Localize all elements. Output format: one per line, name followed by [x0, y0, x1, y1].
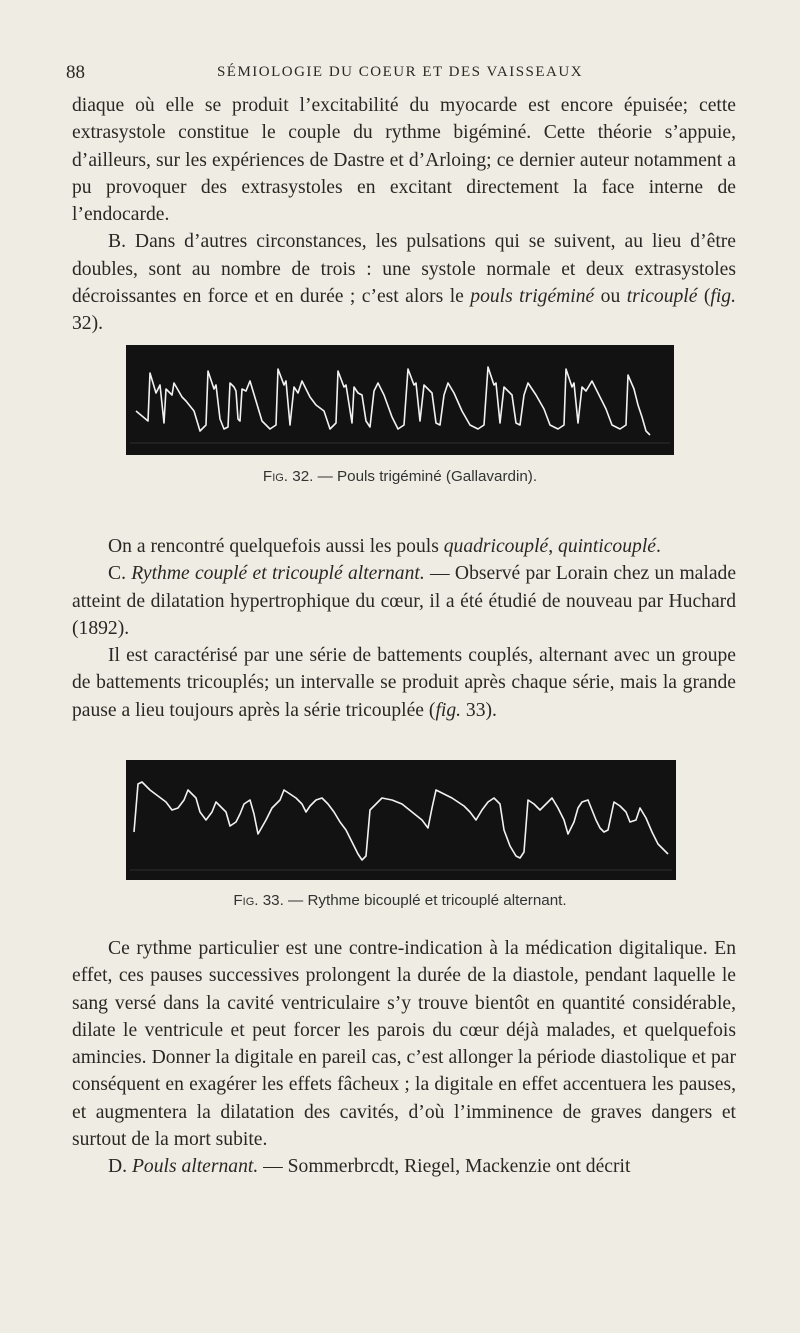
caption-text: — Pouls trigéminé (Gallavardin). [313, 468, 538, 485]
term-tricouple: tricouplé [626, 286, 698, 308]
paragraph-text: ( [697, 286, 711, 308]
paragraph-text: diaque où elle se produit l’excitabilité du myocarde est encore épuisée; cette extrasystole constitue le couple du rythme bigéminé. Cette théorie s’appuie, d’ailleurs, sur les expériences de Dastre et d’Arloing; ce dernier auteur notamment a pu provoquer des extrasystoles en excitant directement la face interne de l’endocarde. [72, 95, 736, 226]
paragraph-text: 32). [72, 313, 104, 335]
term-quinticouple: quinticouplé [558, 536, 656, 557]
figure-reference: fig. [435, 699, 462, 721]
paragraph-text: . [655, 536, 661, 557]
paragraph-text: , [548, 536, 559, 557]
pulse-tracing-alternant [126, 760, 676, 880]
section-heading: Pouls alternant. [131, 1156, 259, 1178]
text-block-bottom [72, 935, 736, 1181]
paragraph-continuation [72, 92, 736, 228]
caption-label: Fig. 33. [233, 892, 284, 909]
paragraph-text: ou [594, 286, 627, 308]
paragraph-b-trigemine [72, 228, 736, 337]
term-pouls-trigemine: pouls trigéminé [470, 286, 595, 308]
paragraph-caracterise [72, 642, 736, 724]
text-block-middle [72, 533, 736, 724]
pulse-tracing-trigemine [126, 345, 674, 455]
page-number: 88 [66, 62, 85, 83]
figure-33-tracing [126, 760, 676, 880]
section-label: C. [108, 563, 132, 585]
figure-33-caption [0, 892, 800, 909]
figure-32-tracing [126, 345, 674, 455]
section-label: D. [108, 1156, 132, 1178]
paragraph-text: — Sommerbrcdt, Riegel, Mackenzie ont décrit [258, 1156, 631, 1178]
caption-label: Fig. 32. [262, 468, 314, 485]
running-title: SÉMIOLOGIE DU COEUR ET DES VAISSEAUX [216, 64, 584, 80]
paragraph-quadricouple [72, 533, 736, 560]
term-quadricouple: quadricouplé [443, 536, 549, 557]
paragraph-text: — Observé par Lorain chez un malade atteint de dilatation hypertrophique du cœur, il a été étudié de nouveau par Huchard (1892). [72, 563, 737, 639]
paragraph-text: B. Dans d’autres circonstances, les pulsations qui se suivent, au lieu d’être doubles, sont au nombre de trois : une systole normale et deux extrasystoles décroissantes en force et en durée ; c’est alors le [72, 231, 736, 308]
page-header [66, 62, 734, 92]
paragraph-text: 33). [461, 699, 497, 721]
figure-reference: fig. [710, 286, 736, 308]
paragraph-contre-indication [72, 935, 736, 1153]
paragraph-text: On a rencontré quelquefois aussi les pouls [108, 536, 444, 557]
caption-text: — Rythme bicouplé et tricouplé alternant. [283, 892, 567, 909]
figure-32-caption [0, 468, 800, 485]
paragraph-text: Il est caractérisé par une série de battements couplés, alternant avec un groupe de battements tricouplés; un intervalle se produit après chaque série, mais la grande pause a lieu toujours après la série tricouplée ( [72, 645, 736, 721]
paragraph-text: Ce rythme particulier est une contre-indication à la médication digitalique. En effet, ces pauses successives prolongent la durée de la diastole, pendant laquelle le sang versé dans la cavité ventriculaire s’y trouve bientôt en quantité considérable, dilate le ventricule et peut forcer les parois du cœur déjà malades, et quelquefois amincies. Donner la digitale en pareil cas, c’est allonger la période diastolique et par conséquent en exagérer les effets fâcheux ; la digitale en effet accentuera les pauses, et augmentera la dilatation des cavités, d’où l’imminence de graves dangers et surtout de la mort subite. [72, 938, 736, 1151]
pulse-waveform [134, 782, 668, 860]
paragraph-d-pouls-alternant [72, 1153, 736, 1180]
pulse-waveform [136, 367, 650, 435]
text-block-top [72, 92, 736, 338]
paragraph-c-rythme [72, 560, 736, 642]
section-heading: Rythme couplé et tricouplé alternant. [131, 563, 425, 585]
